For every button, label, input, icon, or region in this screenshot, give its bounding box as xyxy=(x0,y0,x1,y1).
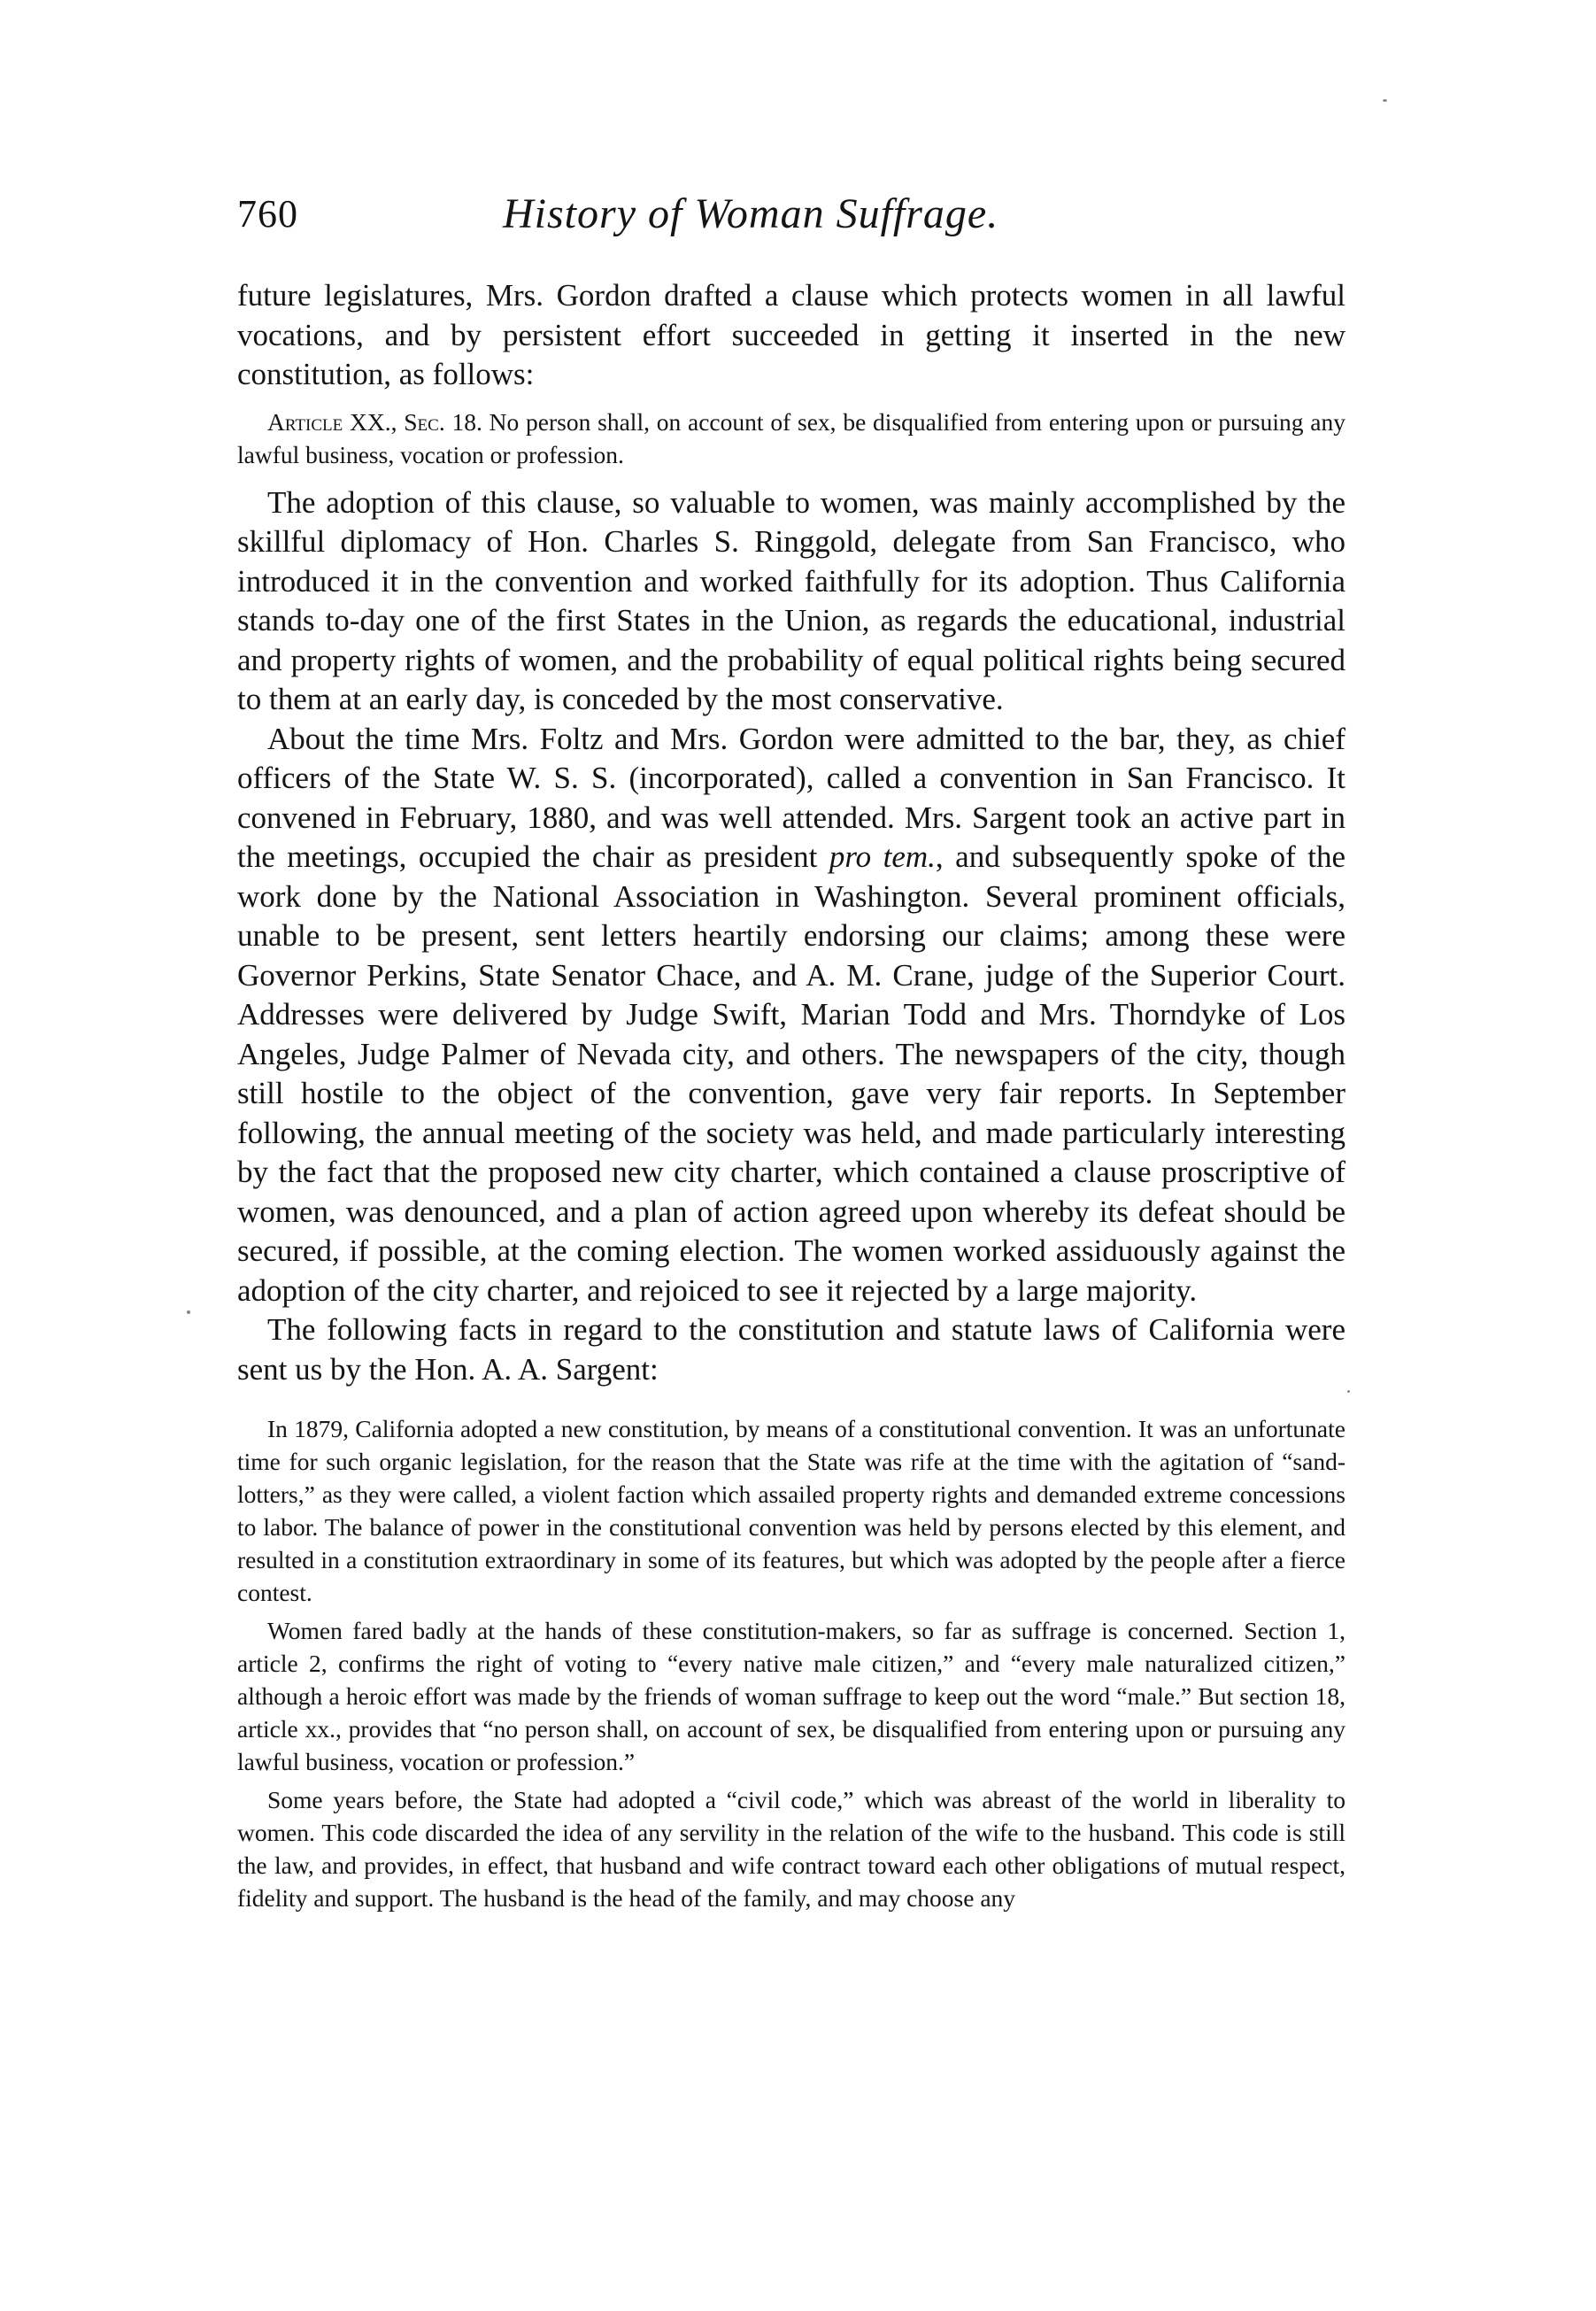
article-text: No person shall, on account of sex, be disqualified from entering upon or pursuing any lawful business, vocation or profession. xyxy=(237,407,1346,468)
pro-tem-italic: pro tem. xyxy=(829,839,936,874)
paper-speck xyxy=(187,1310,190,1314)
paragraph-convention-part1: About the time Mrs. Foltz and Mrs. Gordon were admitted to the bar, they, as chief officers of the State W. S. S. (incorporated), called a convention in San Francisco. It convened in February, 1880, and was well attended. Mrs. Sargent took an active part in the meetings, occupied the chair as president xyxy=(237,721,1345,874)
page-number: 760 xyxy=(237,192,298,236)
paragraph-convention-part2: , and subsequently spoke of the work done by the National Association in Washington. Several prominent officials, unable to be present, sent letters heartily endorsing our claims; among these were Governor Perkins, State Senator Chace, and A. M. Crane, judge of the Superior Court. Addresses were delivered by Judge Swift, Marian Todd and Mrs. Thorndyke of Los Angeles, Judge Palmer of Nevada city, and others. The newspapers of the city, though still hostile to the object of the convention, gave very fair reports. In September following, the annual meeting of the society was held, and made particularly interesting by the fact that the proposed new city charter, which contained a clause proscriptive of women, was denounced, and a plan of action agreed upon whereby its defeat should be secured, if possible, at the coming election. The women worked assiduously against the adoption of the city charter, and rejoiced to see it rejected by a large majority. xyxy=(237,839,1345,1308)
paragraph-following-facts: The following facts in regard to the constitution and statute laws of California were sent us by the Hon. A. A. Sargent: xyxy=(237,1312,1345,1387)
extract-paragraph-3: Some years before, the State had adopted a “civil code,” which was abreast of the world in liberality to women. This code discarded the idea of any servility in the relation of the wife to the husband. This code is still the law, and provides, in effect, that husband and wife contract toward each other obligations of mutual respect, fidelity and support. The husband is the head of the family, and may choose any xyxy=(237,1786,1345,1912)
running-title: History of Woman Suffrage. xyxy=(503,190,999,237)
paragraph-continuation: future legislatures, Mrs. Gordon drafted a clause which protects women in all lawful vocations, and by persistent effort succeeded in getting it inserted in the new constitution, as follows: xyxy=(237,278,1345,391)
paper-speck xyxy=(1347,1390,1350,1393)
paragraph-adoption: The adoption of this clause, so valuable to women, was mainly accomplished by the skillful diplomacy of Hon. Charles S. Ringgold, delegate from San Francisco, who introduced it in the convention and worked faithfully for its adoption. Thus California stands to-day one of the first States in the Union, as regards the educational, industrial and property rights of women, and the probability of equal political rights being secured to them at an early day, is conceded by the most conservative. xyxy=(237,484,1345,716)
sargent-extract xyxy=(237,1412,1345,1914)
paper-speck xyxy=(1383,99,1387,102)
extract-paragraph-1: In 1879, California adopted a new constitution, by means of a constitutional convention. It was an unfortunate time for such organic legislation, for the reason that the State was rife at the time with the agitation of “sand-lotters,” as they were called, a violent faction which assailed property rights and demanded extreme concessions to labor. The balance of power in the constitutional convention was held by persons elected by this element, and resulted in a constitution extraordinary in some of its features, but which was adopted by the people after a fierce contest. xyxy=(237,1415,1345,1606)
book-page xyxy=(237,177,1345,1920)
extract-paragraph-2: Women fared badly at the hands of these constitution-makers, so far as suffrage is concerned. Section 1, article 2, confirms the right of voting to “every native male citizen,” and “every male naturalized citizen,” although a heroic effort was made by the friends of woman suffrage to keep out the word “male.” But section 18, article xx., provides that “no person shall, on account of sex, be disqualified from entering upon or pursuing any lawful business, vocation or profession.” xyxy=(237,1617,1345,1775)
paragraph-convention xyxy=(237,720,1345,1311)
constitution-extract xyxy=(237,406,1345,471)
article-label: Article XX., Sec. 18. xyxy=(267,407,482,436)
page-header xyxy=(237,177,1345,257)
